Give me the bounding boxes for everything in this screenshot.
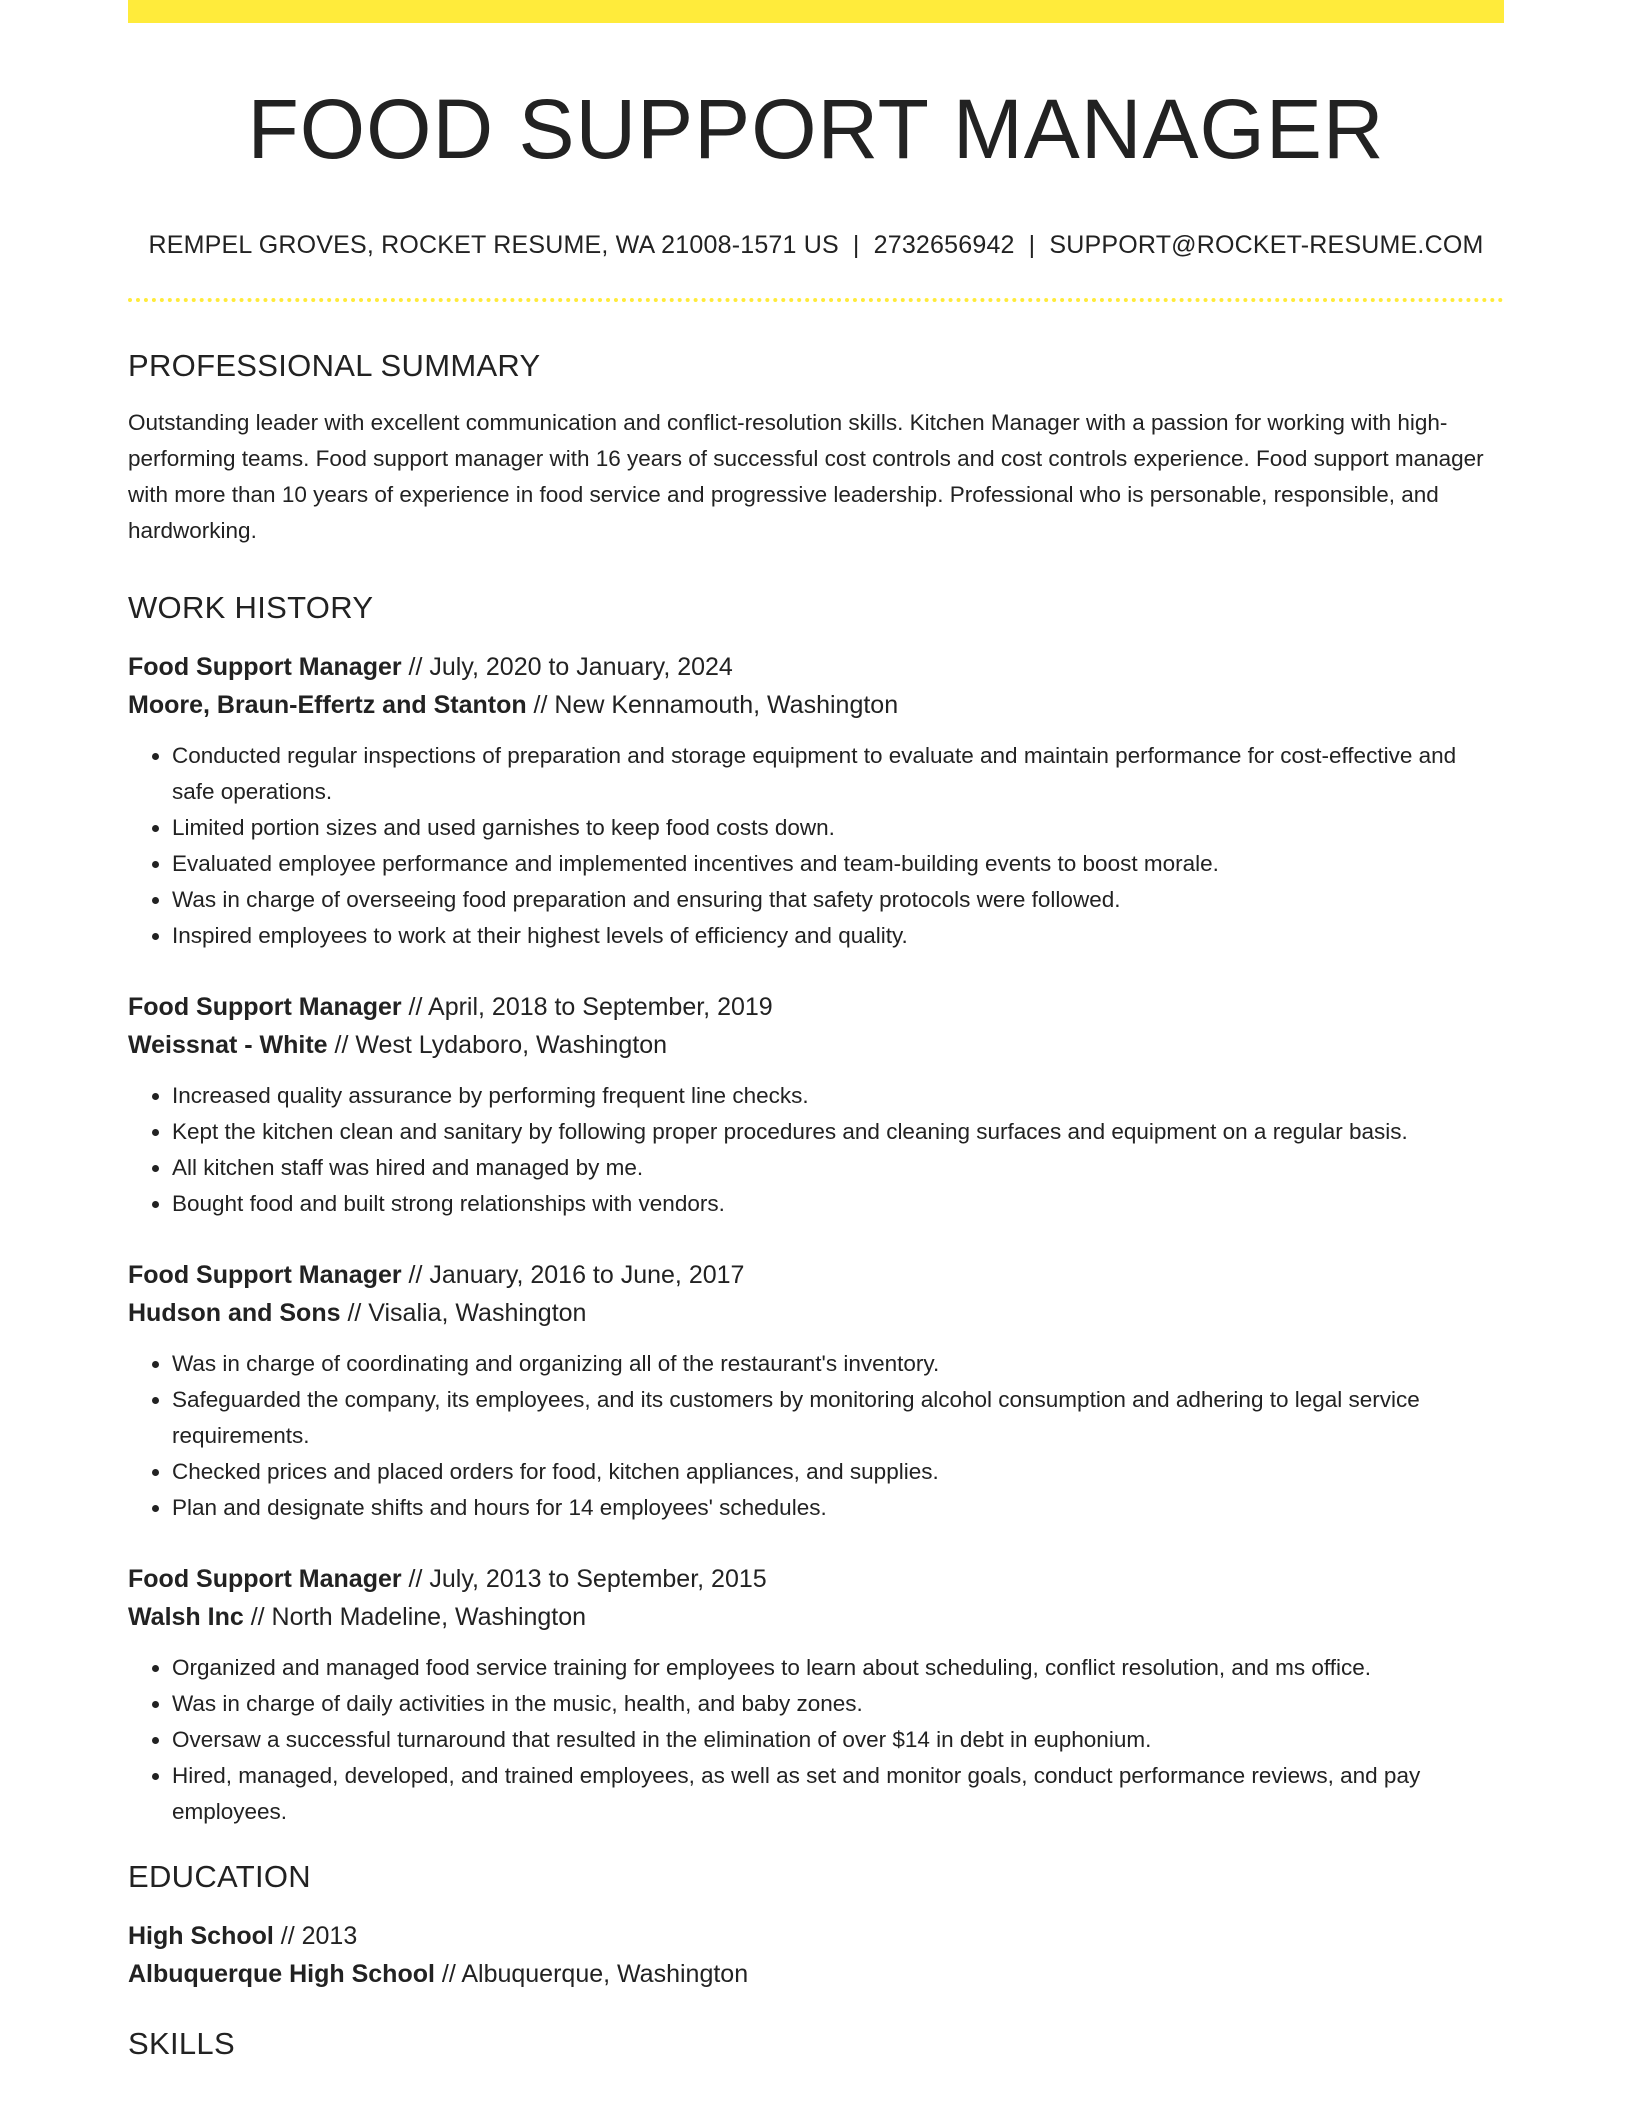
job-bullet: • All kitchen staff was hired and managed by me. bbox=[172, 1150, 1504, 1186]
contact-address: REMPEL GROVES, ROCKET RESUME, WA 21008-1571 US bbox=[148, 231, 839, 260]
job-company: Weissnat - White bbox=[128, 1030, 328, 1059]
education-school-line bbox=[128, 1955, 1504, 1993]
dotted-divider bbox=[128, 298, 1504, 302]
job-bullet: • Oversaw a successful turnaround that resulted in the elimination of over $14 in debt in euphonium. bbox=[172, 1722, 1504, 1758]
job-bullet: • Organized and managed food service training for employees to learn about scheduling, conflict resolution, and ms office. bbox=[172, 1650, 1504, 1686]
contact-separator: | bbox=[1028, 231, 1036, 260]
education-school: Albuquerque High School bbox=[128, 1959, 435, 1988]
job-title-line bbox=[128, 1256, 1504, 1294]
education-degree: High School bbox=[128, 1921, 274, 1950]
resume-page bbox=[128, 0, 1504, 2062]
job-bullet: • Checked prices and placed orders for food, kitchen appliances, and supplies. bbox=[172, 1454, 1504, 1490]
job-company-line bbox=[128, 1294, 1504, 1332]
job-location: // New Kennamouth, Washington bbox=[526, 690, 899, 719]
job-dates: // January, 2016 to June, 2017 bbox=[401, 1260, 745, 1289]
job-location: // West Lydaboro, Washington bbox=[327, 1030, 668, 1059]
job-bullet: • Kept the kitchen clean and sanitary by following proper procedures and cleaning surfaces and equipment on a regular basis. bbox=[172, 1114, 1504, 1150]
job-dates: // April, 2018 to September, 2019 bbox=[401, 992, 773, 1021]
job-bullet: • Evaluated employee performance and implemented incentives and team-building events to boost morale. bbox=[172, 846, 1504, 882]
job-bullets bbox=[128, 1650, 1504, 1830]
job-bullet: • Increased quality assurance by performing frequent line checks. bbox=[172, 1078, 1504, 1114]
job-bullets bbox=[128, 1346, 1504, 1526]
education-location: // Albuquerque, Washington bbox=[434, 1959, 749, 1988]
contact-email: SUPPORT@ROCKET-RESUME.COM bbox=[1049, 231, 1484, 260]
job-company: Hudson and Sons bbox=[128, 1298, 341, 1327]
job-role: Food Support Manager bbox=[128, 1260, 402, 1289]
job-company-line bbox=[128, 686, 1504, 724]
job-entry bbox=[128, 988, 1504, 1222]
job-company-line bbox=[128, 1026, 1504, 1064]
job-company-line bbox=[128, 1598, 1504, 1636]
job-location: // Visalia, Washington bbox=[340, 1298, 587, 1327]
education-year: // 2013 bbox=[273, 1921, 358, 1950]
job-bullets bbox=[128, 1078, 1504, 1222]
summary-heading: PROFESSIONAL SUMMARY bbox=[128, 348, 541, 384]
work-history-heading: WORK HISTORY bbox=[128, 589, 374, 625]
job-bullet: • Inspired employees to work at their highest levels of efficiency and quality. bbox=[172, 918, 1504, 954]
contact-phone: 2732656942 bbox=[873, 231, 1015, 260]
job-role: Food Support Manager bbox=[128, 992, 402, 1021]
job-bullets bbox=[128, 738, 1504, 954]
job-title-line bbox=[128, 1560, 1504, 1598]
job-entry bbox=[128, 1256, 1504, 1526]
job-bullet: • Safeguarded the company, its employees, and its customers by monitoring alcohol consumption and adhering to legal service requirements. bbox=[172, 1382, 1504, 1454]
contact-line bbox=[128, 231, 1504, 260]
job-location: // North Madeline, Washington bbox=[243, 1602, 587, 1631]
job-bullet: • Plan and designate shifts and hours for 14 employees' schedules. bbox=[172, 1490, 1504, 1526]
job-entry bbox=[128, 1560, 1504, 1830]
job-company: Walsh Inc bbox=[128, 1602, 244, 1631]
job-bullet: • Was in charge of daily activities in the music, health, and baby zones. bbox=[172, 1686, 1504, 1722]
job-bullet: • Hired, managed, developed, and trained employees, as well as set and monitor goals, conduct performance reviews, and pay employees. bbox=[172, 1758, 1504, 1830]
job-role: Food Support Manager bbox=[128, 1564, 402, 1593]
education-degree-line bbox=[128, 1917, 1504, 1955]
contact-separator: | bbox=[852, 231, 860, 260]
education-entry bbox=[128, 1917, 1504, 1993]
job-bullet: • Was in charge of coordinating and organizing all of the restaurant's inventory. bbox=[172, 1346, 1504, 1382]
job-company: Moore, Braun-Effertz and Stanton bbox=[128, 690, 527, 719]
summary-text: Outstanding leader with excellent communication and conflict-resolution skills. Kitchen Manager with a passion for working with high-performing teams. Food support manager with 16 years of successful cost controls and cost controls experience. Food support manager with more than 10 years of experience in food service and progressive leadership. Professional who is personable, responsible, and hardworking. bbox=[128, 409, 1484, 543]
skills-heading: SKILLS bbox=[128, 2025, 235, 2061]
resume-title: FOOD SUPPORT MANAGER bbox=[247, 82, 1385, 176]
top-accent-bar bbox=[128, 0, 1504, 23]
job-bullet: • Conducted regular inspections of preparation and storage equipment to evaluate and maintain performance for cost-effective and safe operations. bbox=[172, 738, 1504, 810]
job-title-line bbox=[128, 648, 1504, 686]
education-heading: EDUCATION bbox=[128, 1858, 311, 1894]
job-bullet: • Bought food and built strong relationships with vendors. bbox=[172, 1186, 1504, 1222]
job-bullet: • Limited portion sizes and used garnishes to keep food costs down. bbox=[172, 810, 1504, 846]
job-dates: // July, 2020 to January, 2024 bbox=[401, 652, 733, 681]
job-entry bbox=[128, 648, 1504, 954]
job-role: Food Support Manager bbox=[128, 652, 402, 681]
job-bullet: • Was in charge of overseeing food preparation and ensuring that safety protocols were followed. bbox=[172, 882, 1504, 918]
job-title-line bbox=[128, 988, 1504, 1026]
job-dates: // July, 2013 to September, 2015 bbox=[401, 1564, 767, 1593]
